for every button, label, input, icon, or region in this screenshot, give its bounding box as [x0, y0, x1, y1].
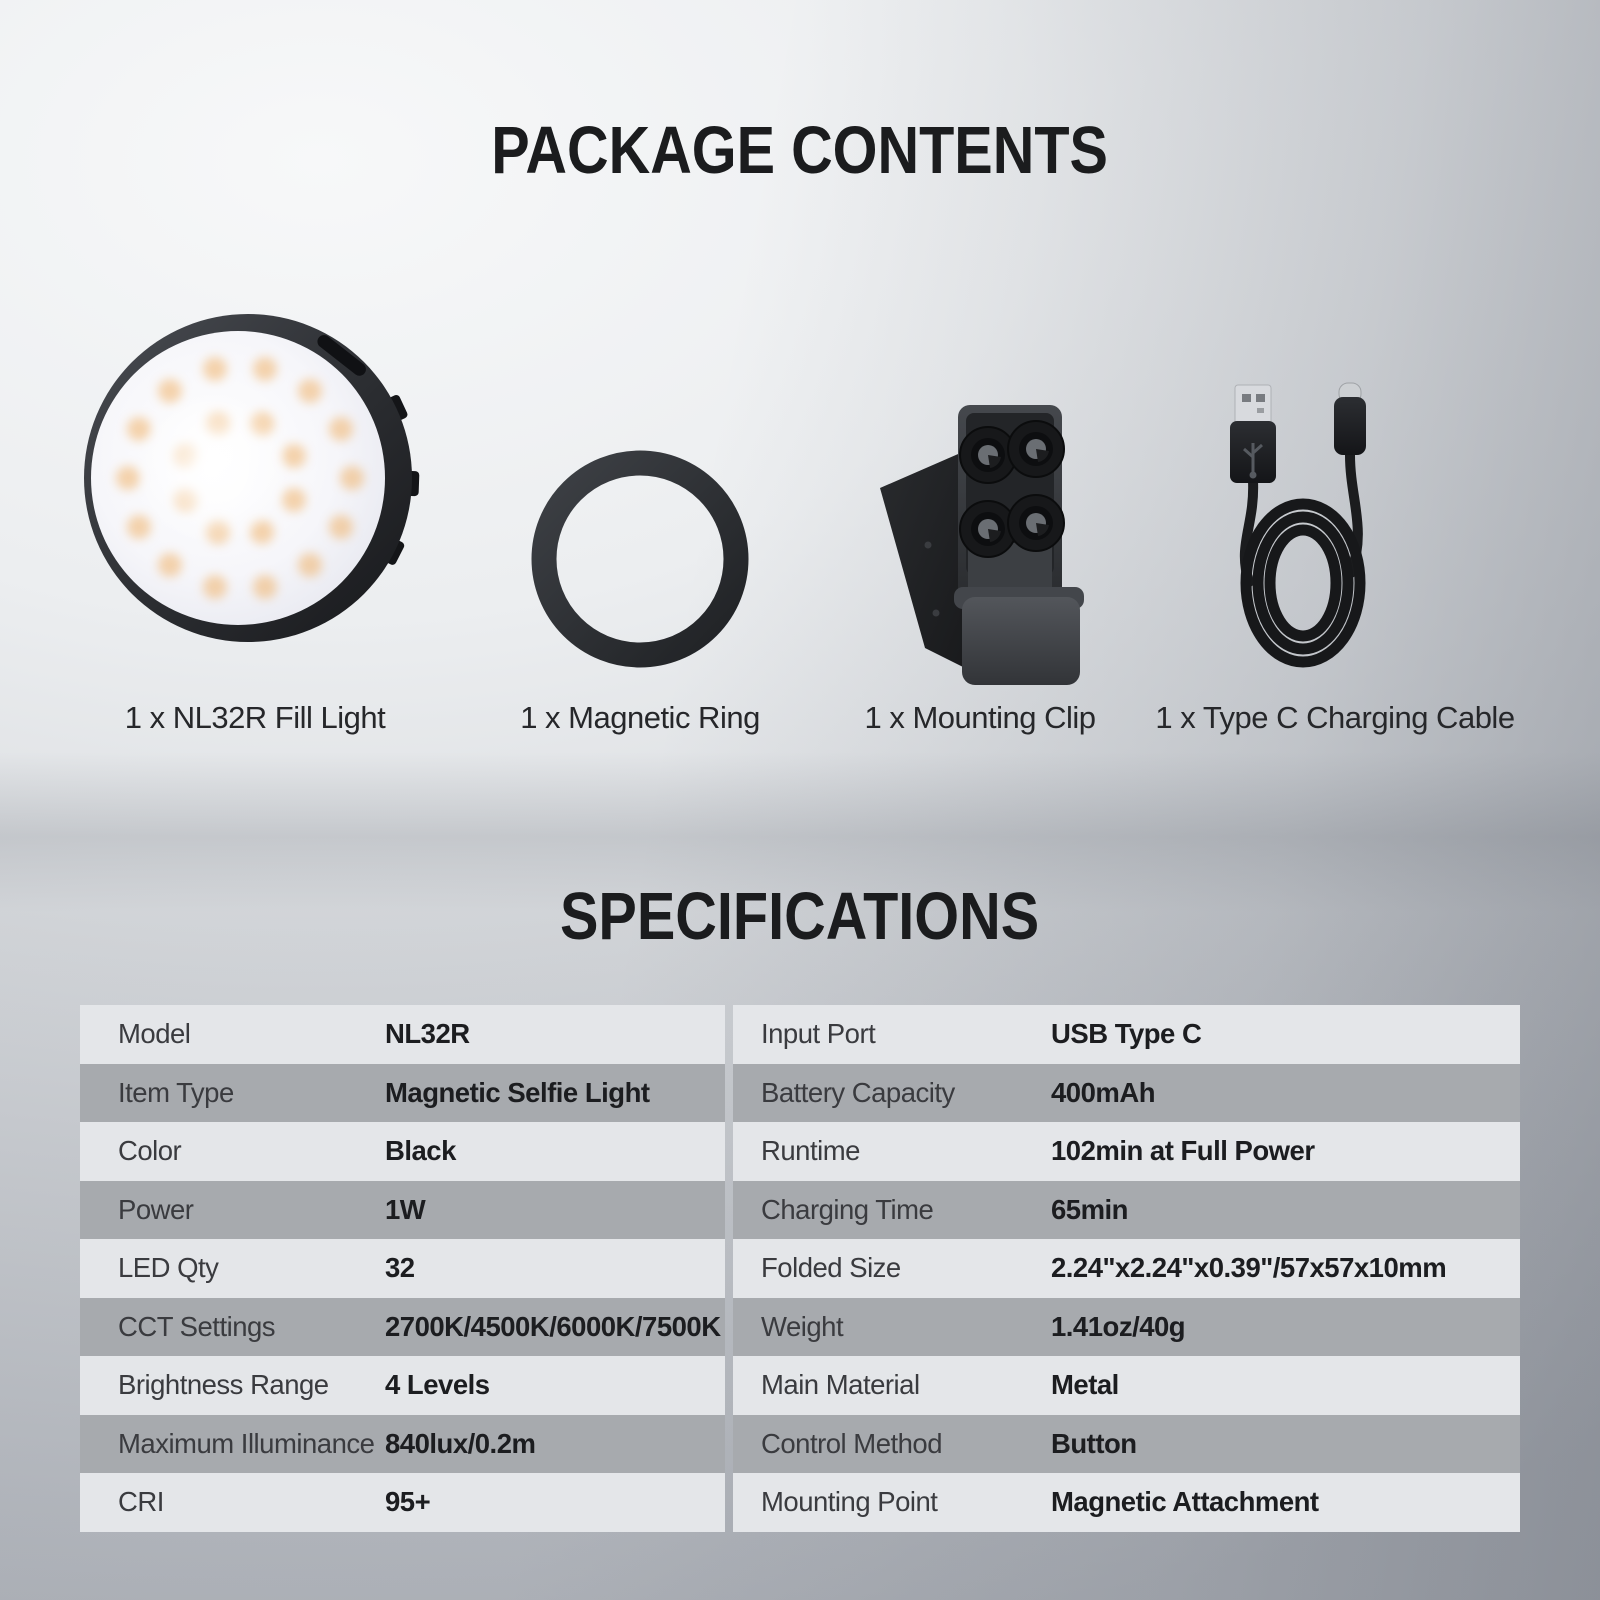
spec-value: Magnetic Selfie Light — [385, 1076, 650, 1108]
spec-label: Runtime — [761, 1135, 860, 1166]
spec-value: 65min — [1051, 1193, 1128, 1225]
spec-row-mounting-point — [733, 1473, 1520, 1532]
spec-value: 1W — [385, 1193, 426, 1225]
spec-row-weight — [733, 1298, 1520, 1357]
spec-row-cct-settings — [80, 1298, 725, 1357]
spec-row-control-method — [733, 1415, 1520, 1474]
spec-value: 840lux/0.2m — [385, 1427, 536, 1459]
spec-row-item-type — [80, 1064, 725, 1123]
spec-label: Model — [118, 1018, 191, 1049]
spec-label: Mounting Point — [761, 1486, 938, 1517]
spec-value: 4 Levels — [385, 1369, 490, 1400]
spec-row-maximum-illuminance — [80, 1415, 725, 1474]
spec-row-cri — [80, 1473, 725, 1532]
spec-label: Item Type — [118, 1076, 234, 1108]
spec-row-folded-size — [733, 1239, 1520, 1298]
spec-value: 2.24"x2.24"x0.39"/57x57x10mm — [1051, 1252, 1447, 1283]
item-caption: 1 x Magnetic Ring — [520, 700, 760, 735]
item-caption: 1 x Type C Charging Cable — [1155, 700, 1515, 735]
spec-row-color — [80, 1122, 725, 1181]
spec-label: Color — [118, 1135, 182, 1166]
spec-label: Brightness Range — [118, 1369, 329, 1400]
package-item-mounting-clip — [830, 285, 1130, 740]
spec-row-charging-time — [733, 1181, 1520, 1240]
fill-light-image — [80, 297, 430, 659]
spec-value: 102min at Full Power — [1051, 1135, 1315, 1166]
package-item-type-c-cable — [1130, 285, 1540, 740]
spec-value: 400mAh — [1051, 1076, 1155, 1108]
specifications-title-text: SPECIFICATIONS — [560, 879, 1040, 954]
package-items — [60, 285, 1540, 740]
package-contents-title — [0, 112, 1600, 189]
spec-value: 32 — [385, 1252, 415, 1283]
spec-label: CCT Settings — [118, 1310, 276, 1342]
spec-value: 95+ — [385, 1486, 431, 1517]
spec-label: CRI — [118, 1486, 164, 1517]
spec-value: Black — [385, 1135, 456, 1166]
magnetic-ring-image — [529, 448, 751, 670]
item-caption: 1 x Mounting Clip — [864, 700, 1096, 735]
spec-value: 2700K/4500K/6000K/7500K — [385, 1310, 721, 1342]
spec-value: Button — [1051, 1427, 1137, 1459]
spec-row-main-material — [733, 1356, 1520, 1415]
package-item-fill-light — [60, 285, 450, 740]
specs-table-left — [80, 1005, 725, 1532]
spec-value: 1.41oz/40g — [1051, 1310, 1186, 1342]
spec-row-input-port — [733, 1005, 1520, 1064]
spec-row-battery-capacity — [733, 1064, 1520, 1123]
package-item-magnetic-ring — [450, 285, 830, 740]
spec-row-runtime — [733, 1122, 1520, 1181]
spec-value: Metal — [1051, 1369, 1119, 1400]
spec-value: USB Type C — [1051, 1018, 1202, 1049]
package-contents-title-text: PACKAGE CONTENTS — [491, 113, 1109, 188]
spec-label: Control Method — [761, 1427, 943, 1459]
spec-label: Power — [118, 1193, 194, 1225]
spec-label: LED Qty — [118, 1252, 219, 1283]
spec-label: Maximum Illuminance — [118, 1427, 375, 1459]
spec-label: Battery Capacity — [761, 1076, 955, 1108]
spec-label: Input Port — [761, 1018, 876, 1049]
type-c-cable-image — [1215, 377, 1455, 689]
spec-row-led-qty — [80, 1239, 725, 1298]
spec-label: Charging Time — [761, 1193, 934, 1225]
spec-value: NL32R — [385, 1018, 470, 1049]
spec-row-brightness-range — [80, 1356, 725, 1415]
specs-table-right — [733, 1005, 1520, 1532]
spec-row-model — [80, 1005, 725, 1064]
mounting-clip-image — [870, 393, 1090, 693]
item-caption: 1 x NL32R Fill Light — [124, 700, 386, 735]
spec-label: Main Material — [761, 1369, 920, 1400]
spec-label: Folded Size — [761, 1252, 901, 1283]
spec-value: Magnetic Attachment — [1051, 1486, 1319, 1517]
spec-row-power — [80, 1181, 725, 1240]
spec-label: Weight — [761, 1310, 844, 1342]
specifications-title — [0, 878, 1600, 955]
